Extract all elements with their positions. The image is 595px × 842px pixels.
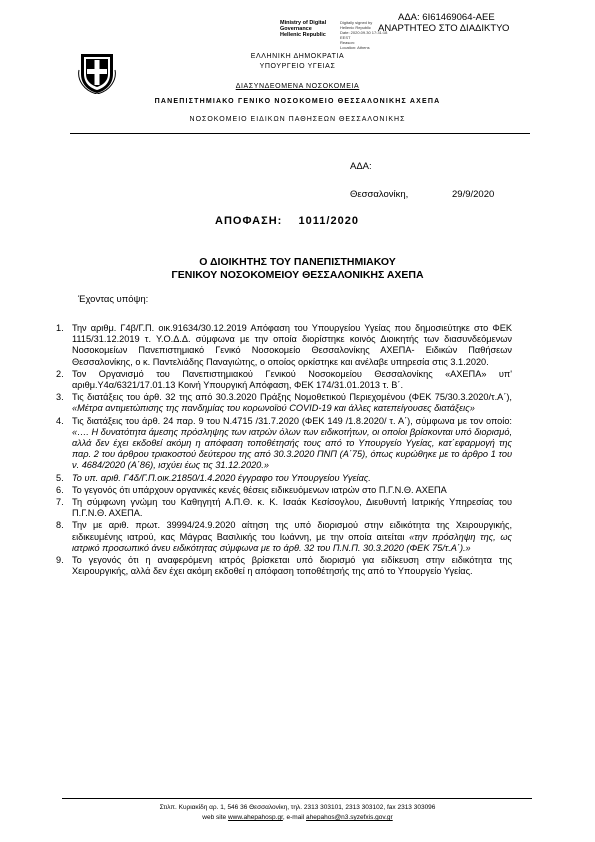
email-label: , e-mail xyxy=(282,814,305,821)
email-link[interactable]: ahepahos@n3.syzefxis.gov.gr xyxy=(306,814,393,821)
item-quote: «Μέτρα αντιμετώπισης της πανδημίας του κορωνοϊού COVID-19 και άλλες κατεπείγουσες διατάξεις» xyxy=(72,403,475,414)
list-item xyxy=(56,497,512,519)
item-number: 4. xyxy=(56,415,64,426)
signature-detail: Reason: xyxy=(340,40,355,45)
item-number: 2. xyxy=(56,368,64,379)
ada-label: ΑΔΑ: xyxy=(350,161,372,172)
signature-line: Ministry of Digital xyxy=(280,20,327,26)
list-item xyxy=(56,416,512,472)
signature-detail: Location: Athens xyxy=(340,45,370,50)
list-item xyxy=(56,473,512,484)
header-hospital: ΠΑΝΕΠΙΣΤΗΜΙΑΚΟ ΓΕΝΙΚΟ ΝΟΣΟΚΟΜΕΙΟ ΘΕΣΣΑΛΟΝΙΚΗΣ ΑΧΕΠΑ xyxy=(154,98,441,105)
item-quote: «την πρόσληψη της, ως ιατρικό προσωπικό άνευ ειδικότητας σύμφωνα με το άρθ. 32 του Π.Ν.Π. 30.3.2020 (ΦΕΚ 75/τ.Α΄).» xyxy=(72,531,512,553)
signature-detail: Digitally signed by xyxy=(340,20,373,25)
document-title-line: Ο ΔΙΟΙΚΗΤΗΣ ΤΟΥ ΠΑΝΕΠΙΣΤΗΜΙΑΚΟΥ xyxy=(199,256,396,268)
header-divider xyxy=(70,133,530,134)
header-network: ΔΙΑΣΥΝΔΕΟΜΕΝΑ ΝΟΣΟΚΟΜΕΙΑ xyxy=(235,83,360,90)
item-text: Τις διατάξεις του άρθ. 24 παρ. 9 του Ν.4715 /31.7.2020 (ΦΕΚ 149 /1.8.2020/ τ. Α΄), σύμφωνα με τον οποίο: xyxy=(72,415,512,426)
list-item xyxy=(56,485,512,496)
footer-contact xyxy=(0,813,595,822)
signature-detail: EEST xyxy=(340,35,351,40)
document-city: Θεσσαλονίκη, xyxy=(350,189,409,200)
footer-address: Στιλπ. Κυριακίδη αρ. 1, 546 36 Θεσσαλονίκη, τηλ. 2313 303101, 2313 303102, fax 2313 303096 xyxy=(159,804,436,811)
document-title-line: ΓΕΝΙΚΟΥ ΝΟΣΟΚΟΜΕΙΟΥ ΘΕΣΣΑΛΟΝΙΚΗΣ ΑΧΕΠΑ xyxy=(171,269,424,281)
signature-details xyxy=(340,20,387,50)
considerations-intro: Έχοντας υπόψη: xyxy=(78,294,149,305)
item-number: 9. xyxy=(56,555,64,566)
item-text: Τον Οργανισμό του Πανεπιστημιακού Γενικού Νοσοκομείου Θεσσαλονίκης «ΑΧΕΠΑ» υπ' αριθμ.Υ4α/6321/17.01.13 Κοινή Υπουργική Απόφαση, ΦΕΚ 174/31.01.2013 τ. Β΄. xyxy=(72,368,512,391)
item-text: Την με αριθ. πρωτ. 39994/24.9.2020 αίτηση της υπό διορισμού στην ειδικότητα της Χειρουργικής, ειδικευμένης ιατρού, κας Μάγρας Βασιλικής του Ιωάννη, με την οποία αιτείται xyxy=(72,520,512,542)
ada-number: ΑΔΑ: 6Ι61469064-ΑΕΕ xyxy=(398,12,495,23)
footer-divider xyxy=(62,798,532,799)
header-special-hospital: ΝΟΣΟΚΟΜΕΙΟ ΕΙΔΙΚΩΝ ΠΑΘΗΣΕΩΝ ΘΕΣΣΑΛΟΝΙΚΗΣ xyxy=(189,116,406,123)
decision-number: ΑΠΟΦΑΣΗ: 1011/2020 xyxy=(215,215,359,227)
website-link[interactable]: www.ahepahosp.gr xyxy=(227,814,283,821)
item-text: Τη σύμφωνη γνώμη του Καθηγητή Α.Π.Θ. κ. Κ. Ισαάκ Κεσίσογλου, Διευθυντή Ιατρικής Υπηρεσίας του Π.Γ.Ν.Θ. ΑΧΕΠΑ. xyxy=(72,497,512,519)
item-number: 7. xyxy=(56,497,64,508)
considerations-list xyxy=(56,323,512,578)
signature-line: Hellenic Republic xyxy=(280,32,326,38)
list-item xyxy=(56,392,512,414)
item-text: Το γεγονός ότι η αναφερόμενη ιατρός βρίσκεται υπό διορισμό για ειδίκευση στην ειδικότητα της Χειρουργικής, αλλά δεν έχει ακόμη εκδοθεί η απόφαση τοποθέτησής της από το Υπουργείο Υγείας. xyxy=(72,555,512,577)
item-number: 6. xyxy=(56,484,64,495)
web-label: web site xyxy=(202,814,227,821)
item-text: Την αριθμ. Γ4β/Γ.Π. οικ.91634/30.12.2019 Απόφαση του Υπουργείου Υγείας που δημοσιεύτηκε στο ΦΕΚ 1115/31.12.2019 τ. Υ.Ο.Δ.Δ. σύμφωνα με την οποία διορίστηκε κοινός Διοικητής των διασυνδεόμενων Νοσοκομείων Πανεπιστημιακό Γενικό Νοσοκομείο Θεσσαλονίκης ΑΧΕΠΑ- Ειδικών Παθήσεων Θεσσαλονίκης, ο κ. Παντελιάδης Παναγιώτης, ο οποίος ορκίστηκε και ανέλαβε υπηρεσία στις 3.1.2020. xyxy=(72,323,512,367)
signature-detail: Date: 2020.09.30 17:31:18 xyxy=(340,30,388,35)
header-ministry: ΥΠΟΥΡΓΕΙΟ ΥΓΕΙΑΣ xyxy=(259,63,336,70)
list-item xyxy=(56,555,512,577)
list-item xyxy=(56,323,512,368)
item-number: 5. xyxy=(56,472,64,483)
signature-detail: Hellenic Republic xyxy=(340,25,371,30)
item-quote: «…. Η δυνατότητα άμεσης πρόσληψης των ιατρών όλων των ειδικοτήτων, οι οποίοι βρίσκονται υπό διορισμό, αλλά δεν έχει εκδοθεί ακόμη η απόφαση τοποθέτησής τους από το Υπουργείο Υγείας, κατ΄εφαρμογή της παρ. 2 του άρθρου τριακοστού δεύτερου της από 30.3.2020 ΠΝΠ (Α΄75), όπως κυρώθηκε με το άρθρο 1 του ν. 4684/2020 (Α΄86), ισχύει έως τις 31.12.2020.» xyxy=(72,426,512,471)
list-item xyxy=(56,520,512,554)
digital-signature xyxy=(280,20,326,38)
document-date: 29/9/2020 xyxy=(452,189,495,200)
header-country: ΕΛΛΗΝΙΚΗ ΔΗΜΟΚΡΑΤΙΑ xyxy=(250,53,345,60)
signature-line: Governance xyxy=(280,26,312,32)
item-number: 8. xyxy=(56,520,64,531)
item-quote: Το υπ. αριθ. Γ4δ/Γ.Π.οικ.21850/1.4.2020 έγγραφο του Υπουργείου Υγείας. xyxy=(72,472,371,483)
ada-stamp xyxy=(378,12,510,34)
item-text: Τις διατάξεις του άρθ. 32 της από 30.3.2020 Πράξης Νομοθετικού Περιεχομένου (ΦΕΚ 75/30.3.2020/τ.Α΄), xyxy=(72,392,512,403)
item-text: Το γεγονός ότι υπάρχουν οργανικές κενές θέσεις ειδικευόμενων ιατρών στο Π.Γ.Ν.Θ. ΑΧΕΠΑ xyxy=(72,484,447,495)
item-number: 1. xyxy=(56,323,64,333)
list-item xyxy=(56,369,512,391)
posted-notice: ΑΝΑΡΤΗΤΕΟ ΣΤΟ ΔΙΑΔΙΚΤΥΟ xyxy=(378,23,510,34)
item-number: 3. xyxy=(56,392,64,403)
